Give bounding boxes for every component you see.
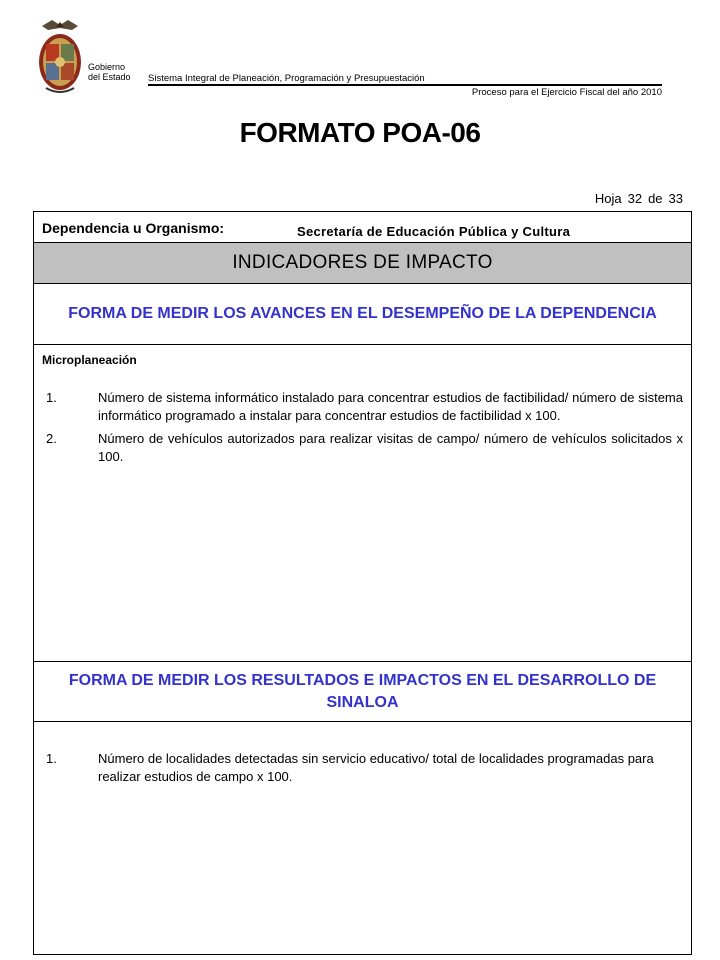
list-item: 2. Número de vehículos autorizados para realizar visitas de campo/ número de vehículos solicitados x 100.	[46, 431, 683, 464]
section-header: INDICADORES DE IMPACTO	[34, 243, 691, 284]
list-item: 1. Número de sistema informático instalado para concentrar estudios de factibilidad/ número de sistema informático programado a instalar para concentrar estudios de factibilidad x 100.	[46, 390, 683, 423]
section2-title: FORMA DE MEDIR LOS RESULTADOS E IMPACTOS EN EL DESARROLLO DE SINALOA	[34, 662, 691, 722]
header-rule	[148, 84, 662, 86]
page-title: FORMATO POA-06	[239, 117, 481, 148]
section1-body	[34, 345, 691, 662]
list-item: 1. Número de localidades detectadas sin servicio educativo/ total de localidades programadas para realizar estudios de campo x 100.	[46, 751, 654, 784]
form-frame	[33, 211, 692, 955]
section2-body	[34, 722, 691, 954]
process-year: Proceso para el Ejercicio Fiscal del año 2010	[471, 87, 662, 98]
sheet-number: Hoja 32 de 33	[594, 191, 683, 206]
state-seal-icon	[36, 18, 84, 96]
dependency-row	[34, 212, 691, 243]
section1-subheading: Microplaneación	[42, 353, 137, 367]
dependency-value: Secretaría de Educación Pública y Cultura	[297, 224, 571, 239]
system-name: Sistema Integral de Planeación, Programación y Presupuestación	[148, 73, 425, 84]
dependency-label: Dependencia u Organismo:	[42, 220, 225, 236]
section1-title: FORMA DE MEDIR LOS AVANCES EN EL DESEMPEÑO DE LA DEPENDENCIA	[34, 284, 691, 345]
government-label: Gobierno del Estado	[88, 62, 131, 82]
